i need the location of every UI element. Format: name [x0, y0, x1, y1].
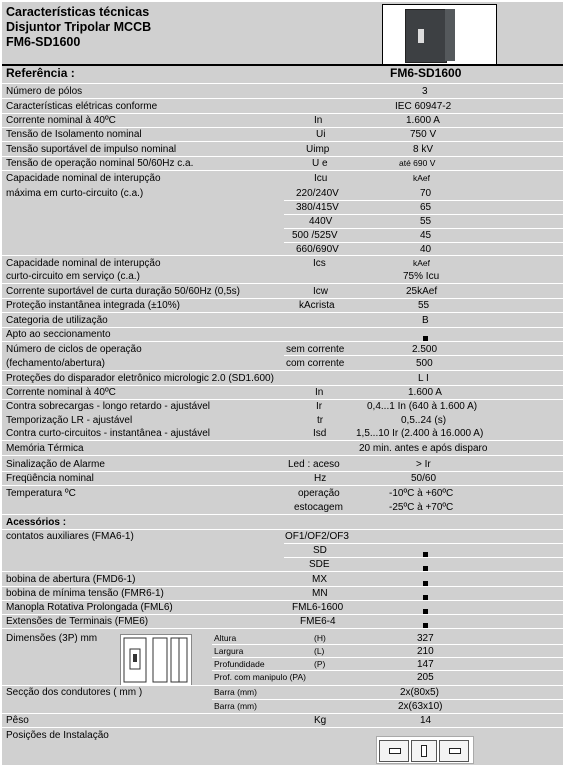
contatos-item-3: SDE [309, 559, 330, 570]
icu-volt-0: 220/240V [296, 188, 339, 199]
micro-value: L I [418, 373, 429, 384]
dim-sym-0: (H) [314, 633, 326, 643]
ics-sym: Ics [313, 258, 326, 269]
icu-volt-4: 660/690V [296, 244, 339, 255]
ue-label: Tensão de operação nominal 50/60Hz c.a. [6, 158, 194, 169]
poles-label: Número de pólos [6, 86, 83, 97]
dimension-drawing [120, 634, 192, 686]
uimp-label: Tensão suportável de impulso nominal [6, 144, 177, 155]
icu-label-2: máxima em curto-circuito (c.a.) [6, 188, 144, 199]
dimension-drawing-svg [121, 635, 191, 685]
freq-sym: Hz [314, 473, 327, 484]
tempc-sym-1: operação [298, 488, 340, 499]
header-model: FM6-SD1600 [6, 35, 81, 49]
dim-name-2: Profundidade [214, 659, 265, 669]
datasheet [2, 2, 563, 765]
uimp-value: 8 kV [413, 144, 434, 155]
icw-value: 25kAef [406, 286, 438, 297]
ciclos-label-2: (fechamento/abertura) [6, 358, 105, 369]
dim-value-1: 210 [417, 646, 434, 657]
icu-value-4: 40 [420, 244, 432, 255]
icw-sym: Icw [313, 286, 328, 297]
freq-value: 50/60 [411, 473, 437, 484]
icu-value-1: 65 [420, 202, 432, 213]
elec-value: IEC 60947-2 [395, 101, 452, 112]
ics-value: 75% Icu [403, 271, 440, 282]
ue-sym: U e [312, 158, 328, 169]
icu-sym: Icu [314, 173, 328, 184]
dim-value-3: 205 [417, 672, 434, 683]
minima-sym: MN [312, 588, 328, 599]
header-title: Características técnicas [6, 5, 150, 19]
curto-sym: Isd [313, 428, 327, 439]
icu-value-3: 45 [420, 230, 432, 241]
secao-value-2: 2x(63x10) [398, 701, 443, 712]
header-subtitle: Disjuntor Tripolar MCCB [6, 20, 152, 34]
icw-label: Corrente suportável de curta duração 50/60Hz (0,5s) [6, 286, 241, 297]
elec-label: Características elétricas conforme [6, 101, 158, 112]
dim-value-0: 327 [417, 633, 434, 644]
minima-label: bobina de mínima tensão (FMR6-1) [6, 588, 164, 599]
alarme-label: Sinalização de Alarme [6, 459, 105, 470]
abertura-label: bobina de abertura (FMD6-1) [6, 574, 136, 585]
freq-label: Freqüência nominal [6, 473, 94, 484]
in40b-sym: In [315, 387, 324, 398]
peso-label: Pêso [6, 715, 29, 726]
apto-label: Apto ao seccionamento [6, 329, 111, 340]
product-photo [382, 4, 497, 66]
uimp-sym: Uimp [306, 144, 330, 155]
ics-unit: kAef [413, 258, 431, 268]
cat-label: Categoria de utilização [6, 315, 108, 326]
ui-sym: Ui [316, 129, 326, 140]
reference-value: FM6-SD1600 [390, 66, 462, 80]
in40-label: Corrente nominal à 40ºC [6, 115, 116, 126]
position-horizontal-left [379, 740, 409, 762]
tempc-value-1: -10ºC à +60ºC [389, 488, 454, 499]
position-horizontal-right [439, 740, 469, 762]
ciclos-value-1: 2.500 [412, 344, 438, 355]
posicoes-label: Posições de Instalação [6, 730, 109, 741]
dim-sym-1: (L) [314, 646, 325, 656]
secao-label: Secção dos condutores ( mm ) [6, 687, 143, 698]
temp-lr-sym: tr [317, 415, 324, 426]
abertura-sym: MX [312, 574, 327, 585]
icu-volt-2: 440V [309, 216, 333, 227]
breaker-image [405, 9, 447, 63]
prot-label: Proteção instantânea integrada (±10%) [6, 300, 180, 311]
ciclos-value-2: 500 [416, 358, 433, 369]
icu-value-0: 70 [420, 188, 432, 199]
tempc-value-2: -25ºC à +70ºC [389, 502, 454, 513]
manopla-sym: FML6-1600 [292, 602, 344, 613]
ciclos-sym-2: com corrente [286, 358, 345, 369]
curto-value: 1,5...10 Ir (2.400 à 16.000 A) [356, 428, 484, 439]
in40b-value: 1.600 A [408, 387, 442, 398]
dim-name-3: Prof. com manipulo (PA) [214, 672, 306, 682]
dim-sym-2: (P) [314, 659, 326, 669]
ui-value: 750 V [410, 129, 437, 140]
ext-label: Extensões de Terminais (FME6) [6, 616, 149, 627]
contatos-item-2: SD [313, 545, 327, 556]
reference-label: Referência : [6, 66, 75, 80]
breaker-handle [418, 29, 424, 43]
peso-value: 14 [420, 715, 432, 726]
ext-sym: FME6-4 [300, 616, 336, 627]
icu-volt-3: 500 /525V [292, 230, 338, 241]
contatos-label: contatos auxiliares (FMA6-1) [6, 531, 134, 542]
secao-item-2: Barra (mm) [214, 701, 257, 711]
icu-label-1: Capacidade nominal de interupção [6, 173, 161, 184]
peso-sym: Kg [314, 715, 327, 726]
ics-label-2: curto-circuito em serviço (c.a.) [6, 271, 140, 282]
header [2, 2, 563, 66]
in40-value: 1.600 A [406, 115, 440, 126]
in40b-label: Corrente nominal à 40ºC [6, 387, 116, 398]
prot-value: 55 [418, 300, 430, 311]
mem-label: Memória Térmica [6, 443, 84, 454]
in40-sym: In [314, 115, 323, 126]
ui-label: Tensão de Isolamento nominal [6, 129, 142, 140]
cat-value: B [422, 315, 429, 326]
dim-name-1: Largura [214, 646, 244, 656]
icu-volt-1: 380/415V [296, 202, 339, 213]
secao-item-1: Barra (mm) [214, 687, 257, 697]
icu-value-2: 55 [420, 216, 432, 227]
curto-label: Contra curto-circuitos - instantânea - ajustável [6, 428, 210, 439]
dim-value-2: 147 [417, 659, 434, 670]
tempc-sym-2: estocagem [294, 502, 343, 513]
ics-label-1: Capacidade nominal de interupção [6, 258, 161, 269]
icu-unit: kAef [413, 173, 431, 183]
temp-lr-label: Temporização LR - ajustável [6, 415, 133, 426]
dim-name-0: Altura [214, 633, 237, 643]
alarme-sym: Led : aceso [288, 459, 340, 470]
ue-value: até 690 V [399, 158, 436, 168]
micro-label: Proteções do disparador eletrônico micrologic 2.0 (SD1.600) [6, 373, 274, 384]
sobre-label: Contra sobrecargas - longo retardo - ajustável [6, 401, 210, 412]
sobre-value: 0,4...1 In (640 à 1.600 A) [367, 401, 478, 412]
temp-lr-value: 0,5..24 (s) [401, 415, 447, 426]
ciclos-label-1: Número de ciclos de operação [6, 344, 142, 355]
tempc-label: Temperatura ºC [6, 488, 76, 499]
alarme-value: > Ir [416, 459, 431, 470]
contatos-item-1: OF1/OF2/OF3 [285, 531, 349, 542]
accessories-title: Acessórios : [6, 517, 67, 528]
prot-sym: kAcrista [299, 300, 335, 311]
manopla-label: Manopla Rotativa Prolongada (FML6) [6, 602, 173, 613]
position-vertical [411, 740, 437, 762]
mem-value: 20 min. antes e após disparo [359, 443, 488, 454]
installation-positions-figure [376, 736, 474, 764]
poles-value: 3 [422, 86, 428, 97]
reference-row [2, 67, 563, 82]
ciclos-sym-1: sem corrente [286, 344, 345, 355]
breaker-side [445, 9, 455, 61]
secao-value-1: 2x(80x5) [400, 687, 439, 698]
dims-label: Dimensões (3P) mm [6, 633, 98, 644]
sobre-sym: Ir [316, 401, 323, 412]
